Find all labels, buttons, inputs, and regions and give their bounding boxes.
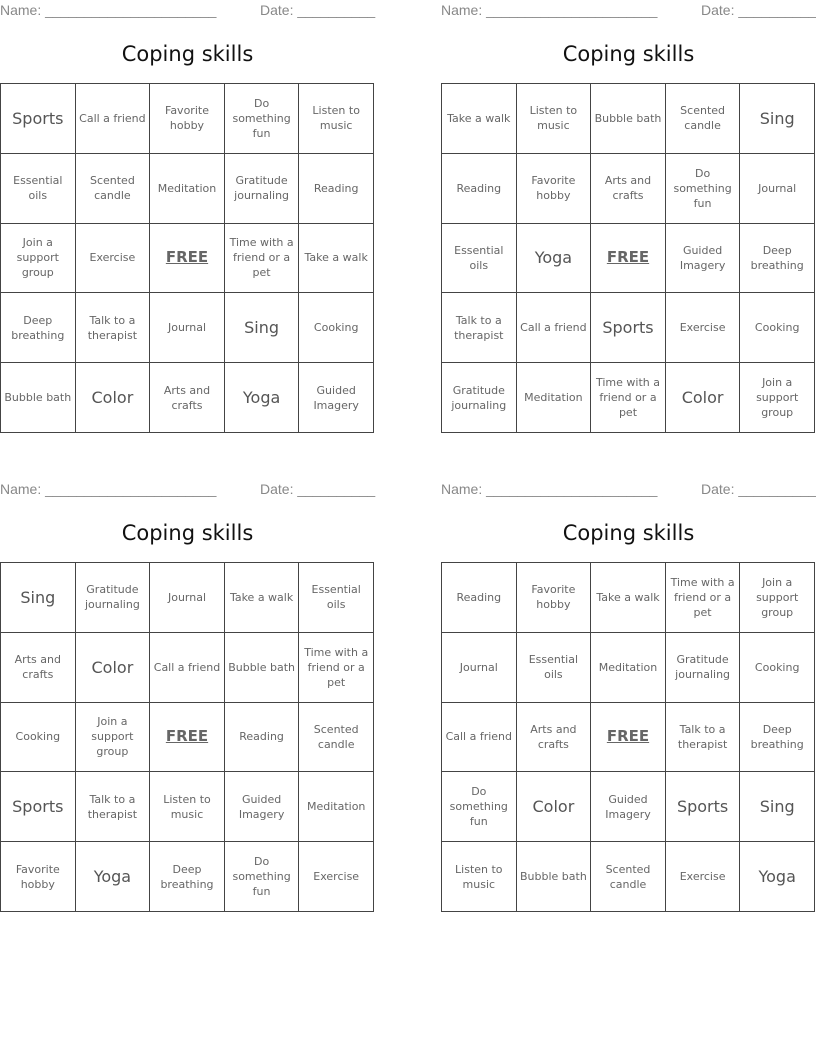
bingo-cell: Arts and crafts [591,154,666,224]
bingo-cell: Listen to music [442,842,517,912]
bingo-cell: Take a walk [225,563,300,633]
bingo-cell: Journal [150,293,225,363]
bingo-cell: Bubble bath [517,842,592,912]
bingo-cell: Favorite hobby [517,154,592,224]
bingo-cell: Take a walk [299,224,374,294]
free-space-cell: FREE [150,703,225,773]
bingo-cell: Deep breathing [740,703,815,773]
bingo-cell: Talk to a therapist [442,293,517,363]
bingo-cell: Listen to music [517,84,592,154]
bingo-cell: Sports [1,772,76,842]
bingo-cell: Call a friend [76,84,151,154]
bingo-cell: Gratitude journaling [442,363,517,433]
bingo-cell: Meditation [591,633,666,703]
bingo-cell: Sports [591,293,666,363]
bingo-cell: Journal [442,633,517,703]
bingo-grid [0,562,374,912]
date-field[interactable]: Date: __________ [260,481,376,497]
bingo-cell: Take a walk [591,563,666,633]
bingo-cell: Journal [150,563,225,633]
bingo-cell: Arts and crafts [517,703,592,773]
card-header [0,0,375,20]
bingo-cell: Color [517,772,592,842]
bingo-cell: Sing [740,84,815,154]
bingo-cell: Call a friend [150,633,225,703]
card-header [0,479,375,499]
name-field[interactable]: Name: ______________________ [441,481,658,497]
bingo-cell: Sports [1,84,76,154]
bingo-cell: Exercise [666,842,741,912]
bingo-cell: Essential oils [1,154,76,224]
bingo-cell: Exercise [299,842,374,912]
bingo-cell: Time with a friend or a pet [666,563,741,633]
bingo-cell: Reading [442,563,517,633]
bingo-cell: Essential oils [442,224,517,294]
date-field[interactable]: Date: __________ [701,481,816,497]
bingo-cell: Bubble bath [591,84,666,154]
bingo-cell: Deep breathing [1,293,76,363]
card-header [441,479,816,499]
bingo-cell: Time with a friend or a pet [591,363,666,433]
card-title: Coping skills [562,521,695,545]
bingo-cell: Yoga [76,842,151,912]
bingo-cell: Deep breathing [740,224,815,294]
bingo-cell: Sing [1,563,76,633]
bingo-cell: Scented candle [666,84,741,154]
free-space-cell: FREE [150,224,225,294]
bingo-cell: Essential oils [299,563,374,633]
bingo-cell: Scented candle [299,703,374,773]
bingo-cell: Meditation [150,154,225,224]
bingo-cell: Cooking [1,703,76,773]
bingo-cell: Time with a friend or a pet [225,224,300,294]
bingo-cell: Do something fun [442,772,517,842]
bingo-cell: Do something fun [225,842,300,912]
bingo-cell: Guided Imagery [225,772,300,842]
bingo-grid [441,562,815,912]
bingo-cell: Do something fun [666,154,741,224]
bingo-cell: Talk to a therapist [76,772,151,842]
bingo-cell: Gratitude journaling [76,563,151,633]
bingo-cell: Exercise [76,224,151,294]
bingo-cell: Favorite hobby [150,84,225,154]
name-field[interactable]: Name: ______________________ [441,2,658,18]
bingo-cell: Time with a friend or a pet [299,633,374,703]
bingo-cell: Guided Imagery [299,363,374,433]
card-title: Coping skills [121,521,254,545]
date-field[interactable]: Date: __________ [260,2,376,18]
bingo-cell: Join a support group [1,224,76,294]
bingo-cell: Guided Imagery [591,772,666,842]
bingo-cell: Gratitude journaling [225,154,300,224]
free-space-cell: FREE [591,703,666,773]
bingo-cell: Join a support group [740,363,815,433]
bingo-cell: Talk to a therapist [76,293,151,363]
bingo-cell: Yoga [740,842,815,912]
bingo-cell: Take a walk [442,84,517,154]
bingo-cell: Yoga [517,224,592,294]
bingo-cell: Join a support group [76,703,151,773]
bingo-cell: Color [76,633,151,703]
card-title: Coping skills [562,42,695,66]
bingo-cell: Favorite hobby [1,842,76,912]
bingo-cell: Gratitude journaling [666,633,741,703]
bingo-cell: Journal [740,154,815,224]
bingo-cell: Call a friend [517,293,592,363]
bingo-cell: Essential oils [517,633,592,703]
bingo-cell: Color [666,363,741,433]
bingo-grid [0,83,374,433]
bingo-cell: Talk to a therapist [666,703,741,773]
card-title: Coping skills [121,42,254,66]
bingo-cell: Scented candle [591,842,666,912]
bingo-cell: Arts and crafts [1,633,76,703]
bingo-cell: Bubble bath [1,363,76,433]
bingo-cell: Cooking [299,293,374,363]
bingo-cell: Sing [740,772,815,842]
bingo-cell: Cooking [740,293,815,363]
bingo-grid [441,83,815,433]
bingo-cell: Guided Imagery [666,224,741,294]
bingo-cell: Meditation [299,772,374,842]
bingo-cell: Reading [442,154,517,224]
bingo-cell: Meditation [517,363,592,433]
bingo-cell: Join a support group [740,563,815,633]
bingo-cell: Cooking [740,633,815,703]
bingo-cell: Scented candle [76,154,151,224]
bingo-cell: Do something fun [225,84,300,154]
bingo-cell: Color [76,363,151,433]
free-space-cell: FREE [591,224,666,294]
bingo-cell: Sing [225,293,300,363]
bingo-cell: Bubble bath [225,633,300,703]
card-header [441,0,816,20]
bingo-cell: Favorite hobby [517,563,592,633]
bingo-cell: Sports [666,772,741,842]
date-field[interactable]: Date: __________ [701,2,816,18]
bingo-cell: Listen to music [150,772,225,842]
bingo-cell: Exercise [666,293,741,363]
name-field[interactable]: Name: ______________________ [0,2,217,18]
bingo-cell: Reading [299,154,374,224]
bingo-cell: Reading [225,703,300,773]
bingo-cell: Deep breathing [150,842,225,912]
bingo-cell: Yoga [225,363,300,433]
bingo-cell: Listen to music [299,84,374,154]
name-field[interactable]: Name: ______________________ [0,481,217,497]
bingo-cell: Arts and crafts [150,363,225,433]
bingo-cell: Call a friend [442,703,517,773]
